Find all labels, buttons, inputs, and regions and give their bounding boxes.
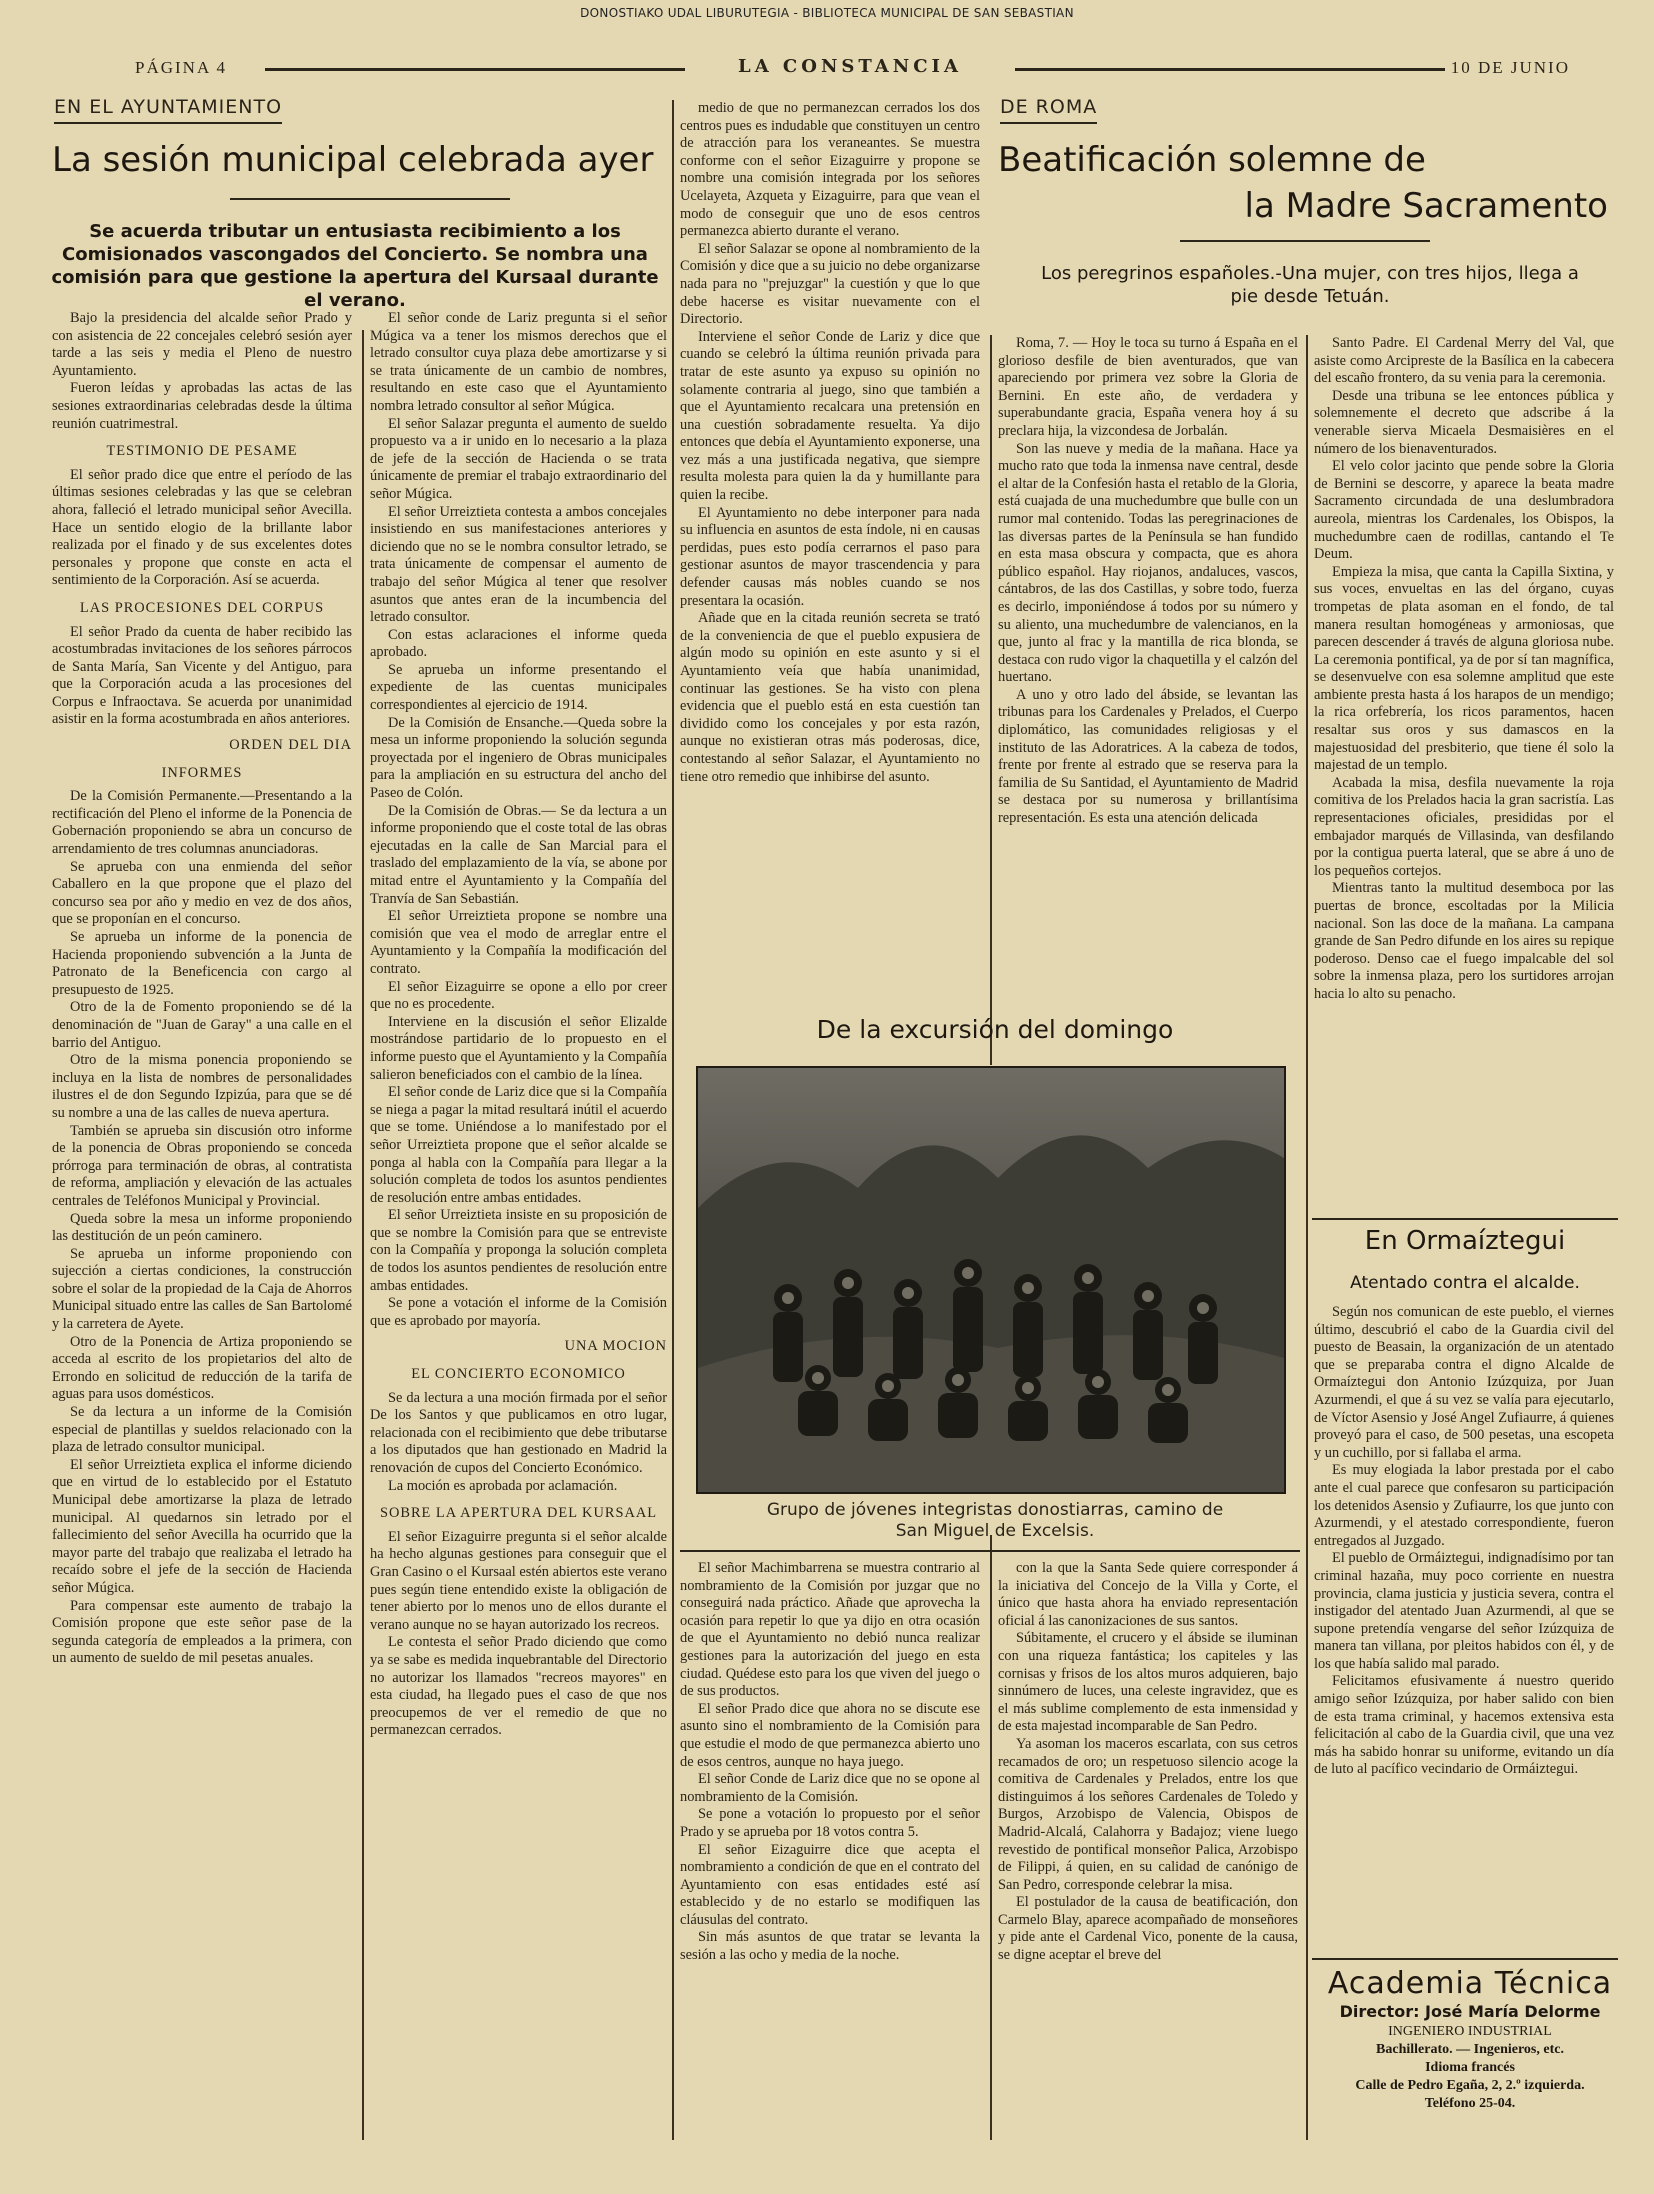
caption-rule (680, 1550, 1300, 1552)
paragraph: Se pone a votación lo propuesto por el señor Prado y se aprueba por 18 votos contra 5. (680, 1806, 980, 1840)
header-rule-right (1015, 68, 1445, 71)
ad-line-3: Calle de Pedro Egaña, 2, 2.º izquierda. (1355, 2078, 1585, 2093)
ormaiztegui-article (1314, 1304, 1614, 1952)
paragraph: Según nos comunican de este pueblo, el viernes último, descubrió el cabo de la Guardia civil del puesto de Beasain, la organización de un atentado que se preparaba contra el digno Alcalde de Ormaíztegui don Antonio Izúzquiza, por Juan Azurmendi, el que á su vez se valía para ejecutarlo, de Víctor Asensio y José Angel Zufiaurre, á quienes proveyó para el caso, de 500 pesetas, una escopeta y un cuchillo, por si fallaba el arma. (1314, 1304, 1614, 1461)
archive-label: DONOSTIAKO UDAL LIBURUTEGIA - BIBLIOTECA MUNICIPAL DE SAN SEBASTIAN (580, 6, 1074, 20)
paragraph: Acabada la misa, desfila nuevamente la roja comitiva de los Prelados hacia la gran sacristía. Las representaciones oficiales, presididas por el embajador marqués de Villasinda, van desfilando por la contigua puerta lateral, que se abre á uno de los pequeños cortejos. (1314, 774, 1614, 879)
section-underline (1000, 122, 1097, 124)
ad-line-1: Bachillerato. — Ingenieros, etc. (1376, 2042, 1564, 2057)
paragraph: Se pone a votación el informe de la Comisión que es aprobado por mayoría. (370, 1295, 667, 1329)
paragraph: Le contesta el señor Prado diciendo que como ya se sabe es medida inquebrantable del Directorio no autorizar los llamados "recreos mayores" en esta ciudad, ha llegado pues el caso de que nos preocupemos de ver el remedio de que no permanezcan cerrados. (370, 1634, 667, 1739)
paragraph: El señor Eizaguirre pregunta si el señor alcalde ha hecho algunas gestiones para conseguir que el Gran Casino o el Kursaal estén abiertos este verano pues según tiene entendido existe la obligación de tener abierto por lo menos uno de ellos durante el verano aunque no se hayan autorizado los recreos. (370, 1528, 667, 1633)
subheading: ORDEN DEL DIA (229, 737, 352, 754)
group-photo-image (698, 1068, 1284, 1492)
section-underline (54, 122, 282, 124)
column-rule (990, 1535, 992, 2140)
subheading: INFORMES (161, 764, 243, 781)
article-column-3 (680, 100, 980, 990)
paragraph: El señor prado dice que entre el período de las últimas sesiones celebradas y las que se celebran ahora, falleció el letrado municipal señor Avecilla. Hace un sentido elogio de la brillante labor realizada por el finado y de sus excelentes dotes personales y propone que conste en acta el sentimiento de la Corporación. Así se acuerda. (52, 466, 352, 589)
subheading: UNA MOCION (564, 1338, 667, 1355)
article-column-2 (370, 310, 667, 2140)
paragraph: El señor Urreiztieta explica el informe diciendo que en virtud de lo establecido por el Estatuto Municipal debe amortizarse la plaza de letrado municipal. Al quedarnos sin letrado por el fallecimiento del señor Avecilla ha ocurrido que la mayor parte del trabajo que realizaba el letrado ha recaído sobre el jefe de la sección de Hacienda señor Múgica. (52, 1456, 352, 1596)
paragraph: El postulador de la causa de beatificación, don Carmelo Blay, aparece acompañado de monseñores y pide ante el Cardenal Vico, ponente de la causa, se digne aceptar el breve del (998, 1894, 1298, 1964)
paragraph: Se da lectura a una moción firmada por el señor De los Santos y que publicamos en otro lugar, relacionada con el recibimiento que debe tributarse a los diputados que han gestionado en Madrid la renovación de cupos del Concierto Económico. (370, 1389, 667, 1476)
paragraph: Es muy elogiada la labor prestada por el cabo ante el cual parece que confesaron su participación los detenidos Asensio y Zufiaurre, los que junto con Azurmendi, y el atestado correspondiente, fueron entregados al Juzgado. (1314, 1462, 1614, 1549)
paragraph: Roma, 7. — Hoy le toca su turno á España en el glorioso desfile de bien aventurados, que van apareciendo por primera vez sobre la Gloria de Bernini. En este año, de verdadera y superabundante gracia, España venera hoy á su preclara hija, la vizcondesa de Jorbalán. (998, 335, 1298, 439)
paragraph: El velo color jacinto que pende sobre la Gloria de Bernini se descorre, y aparece la beata madre Sacramento circundada de una deslumbradora aureola, mientras los Cardenales, los Obispos, la muchedumbre caen de rodillas, cantando el Te Deum. (1314, 458, 1614, 563)
headline-sesion: La sesión municipal celebrada ayer (52, 140, 654, 180)
paragraph: Súbitamente, el crucero y el ábside se iluminan con una riqueza fantástica; los capiteles y las cornisas y frisos de los altos muros adquieren, bajo sinnúmero de luces, una celeste ingravidez, que es el más sublime complemento de esta inmensidad y de esta majestad incomparable de San Pedro. (998, 1630, 1298, 1735)
paragraph: El señor Salazar se opone al nombramiento de la Comisión y dice que a su juicio no debe organizarse nada para no "prejuzgar" la cuestión y que lo que debe hacerse es visitar nuevamente con el Directorio. (680, 240, 980, 328)
masthead: LA CONSTANCIA (738, 56, 962, 77)
paragraph: Santo Padre. El Cardenal Merry del Val, que asiste como Arcipreste de la Basílica en la cabecera del escaño frontero, da su venia para la ceremonia. (1314, 335, 1614, 387)
paragraph: El señor Eizaguirre dice que acepta el nombramiento a condición de que en el contrato del Ayuntamiento con esas entidades esté así establecido y de no estarlo se modifiquen las cláusulas del contrato. (680, 1841, 980, 1928)
paragraph: Se aprueba un informe de la ponencia de Hacienda proponiendo subvención a la Junta de Patronato de la Beneficencia con cargo al presupuesto de 1925. (52, 929, 352, 998)
ad-line-2: Idioma francés (1425, 2060, 1515, 2075)
paragraph: Se aprueba un informe proponiendo con sujección a ciertas condiciones, la construcción sobre el solar de la propiedad de la Caja de Ahorros Municipal situado entre las calles de San Bartolomé y la carretera de Ayete. (52, 1245, 352, 1333)
paragraph: Se aprueba con una enmienda del señor Caballero en la que propone que el plazo del concurso sea por año y medio en vez de dos años, que se proponían en el concurso. (52, 858, 352, 928)
paragraph: El señor Urreiztieta propone se nombre una comisión que vea el modo de arreglar entre el Ayuntamiento y la Compañía la modificación del contrato. (370, 908, 667, 977)
group-photo (696, 1066, 1286, 1494)
paragraph: El señor Eizaguirre se opone a ello por creer que no es procedente. (370, 978, 667, 1013)
section-label-roma (1000, 96, 1097, 118)
ormaiztegui-subhead: Atentado contra el alcalde. (1350, 1273, 1580, 1293)
ad-line-4: Teléfono 25-04. (1424, 2096, 1516, 2111)
paragraph: medio de que no permanezcan cerrados los dos centros pues es indudable que constituyen un centro de atracción para los veraneantes. Se muestra conforme con el señor Eizaguirre y propone se nombre una comisión integrada por los señores Ucelayeta, Azqueta y Eizaguirre, para que vean el modo de conseguir que uno de esos centros permanezca abierto durante el verano. (680, 100, 980, 240)
ad-title: Academia Técnica (1327, 1966, 1613, 2001)
subheading: TESTIMONIO DE PESAME (106, 443, 298, 460)
paragraph: con la que la Santa Sede quiere corresponder á la iniciativa del Concejo de la Villa y Corte, el único que hasta ahora ha enviado representación oficial á las canonizaciones de sus santos. (998, 1560, 1298, 1629)
paragraph: Ya asoman los maceros escarlata, con sus cetros recamados de oro; un respetuoso silencio acoge la comitiva de Cardenales y Prelados, entre los que distinguimos á los señores Cardenales de Toledo y Burgos, Arzobispo de Valencia, Obispos de Madrid-Alcalá, Calahorra y Badajoz; viene luego revestido de pontifical monseñor Palica, Arzobispo de Filippi, á quien, en su calidad de canónigo de San Pedro, corresponde celebrar la misa. (998, 1735, 1298, 1893)
ad-director: Director: José María Delorme (1339, 2002, 1601, 2021)
photo-headline: De la excursión del domingo (816, 1015, 1174, 1044)
page-header (135, 58, 1570, 78)
paragraph: Mientras tanto la multitud desemboca por las puertas de bronce, escoltadas por la Milicia nacional. Son las doce de la mañana. La campana grande de San Pedro difunde en los aires su repique poderoso. Denso cae el fuego impalcable del sol sobre la inmensa plaza, pero los surtidores arrojan hacia lo alto su penacho. (1314, 880, 1614, 1002)
column-rule (362, 330, 364, 2140)
roma-column-1b (998, 1560, 1298, 2140)
paragraph: Sin más asuntos de que tratar se levanta la sesión a las ocho y media de la noche. (680, 1929, 980, 1964)
paragraph: Son las nueve y media de la mañana. Hace ya mucho rato que toda la inmensa nave central, desde el altar de la Confesión hasta el retablo de la Gloria, está cuajada de una muchedumbre que bulle con un rumor mal contenido. Todas las peregrinaciones de las diversas partes de la Península se han fundido en esta masa obscura y compacta, que es ahora público español. Hay riojanos, andaluces, vascos, cántabros, de las dos Castillas, y sobre todo, fuerza es decirlo, imponiéndose á todos por su número y su aliento, una muchedumbre de valencianos, en la que, junto al frac y la mantilla de rica blonda, se destaca con rudo vigor la chaquetilla y el calzón del huertano. (998, 440, 1298, 686)
ad-top-rule (1312, 1958, 1618, 1960)
column-rule (1306, 335, 1308, 2140)
paragraph: Interviene el señor Conde de Lariz y dice que cuando se celebró la última reunión privada para tratar de este asunto ya expuso su opinión no solamente contraria al juego, sino que también a que el Ayuntamiento recalcara una pretensión en una cuestión sobradamente resuelta. Ya dijo entonces que debía el Ayuntamiento exponerse, una vez más a una justificada negativa, que siempre resulta molesta para quien la da y humillante para quien la recibe. (680, 328, 980, 504)
paragraph: Felicitamos efusivamente á nuestro querido amigo señor Izúzquiza, por haber salido con bien de esta trama criminal, y hacemos extensiva esta felicitación al cabo de la Guardia civil, que una vez más ha sabido honrar su uniforme, evitando un día de luto al pacífico vecindario de Ormáiztegui. (1314, 1673, 1614, 1778)
subheading: LAS PROCESIONES DEL CORPUS (79, 599, 325, 616)
column-rule (990, 335, 992, 1065)
paragraph: Desde una tribuna se lee entonces pública y solemnemente el decreto que adscribe á la venerable sierva Micaela Desmaisières en el número de los bienaventurados. (1314, 387, 1614, 457)
paragraph: De la Comisión Permanente.—Presentando a la rectificación del Pleno el informe de la Ponencia de Gobernación proponiendo se abra un concurso de arrendamiento de tres columnas anunciadoras. (52, 788, 352, 858)
ormaiztegui-headline: En Ormaíztegui (1364, 1226, 1566, 1256)
section-label-text: EN EL AYUNTAMIENTO (54, 96, 283, 118)
paragraph: Empieza la misa, que canta la Capilla Sixtina, y sus voces, envueltas en las del órgano, cuyas trompetas de plata asoman en el fondo, de tal manera resultan homogéneas y armoniosas, que parecen descender á través de alguna gloriosa nube. La ceremonia pontifical, ya de por sí tan magnífica, se desenvuelve con esa solemne amplitud que este ambiente presta hasta á los harapos de un mendigo; la rica orfebrería, los ricos paramentos, hacen resaltar sus oros y sus damascos en la majestuosidad del presbiterio, que tiene él solo la majestad de un templo. (1314, 563, 1614, 774)
headline-ornament (230, 198, 510, 200)
paragraph: Otro de la de Fomento proponiendo se dé la denominación de "Juan de Garay" a una calle en el barrio del Antiguo. (52, 999, 352, 1051)
paragraph: Se da lectura a un informe de la Comisión especial de plantillas y sueldos relacionado con la plaza de letrado consultor municipal. (52, 1404, 352, 1456)
paragraph: De la Comisión de Obras.— Se da lectura a un informe proponiendo que el coste total de las obras ejecutadas en la calle de San Marcial para el traslado del emplazamiento de la vía, se abone por mitad entre el Ayuntamiento y la Compañía del Tranvía de San Sebastián. (370, 802, 667, 907)
page-number: PÁGINA 4 (135, 58, 228, 77)
headline-beatificacion-2: la Madre Sacramento (1244, 186, 1608, 226)
headline-ornament (1180, 240, 1430, 242)
column-rule (672, 100, 674, 2140)
paragraph: A uno y otro lado del ábside, se levantan las tribunas para los Cardenales y Prelados, el Cuerpo diplomático, las comunidades religiosas y el instituto de las Adoratrices. A la cabeza de todos, frente por frente al estrado que se reserva para la familia de Su Santidad, el Ayuntamiento de Madrid se destaca por su numerosa y brillantísima representación. Es esta una atención delicada (998, 686, 1298, 827)
paragraph: De la Comisión de Ensanche.—Queda sobre la mesa un informe proponiendo la solución segunda proyectada por el ingeniero de Obras municipales para la ampliación en su estructura del ancho del Paseo de Colón. (370, 714, 667, 802)
paragraph: Fueron leídas y aprobadas las actas de las sesiones extraordinarias celebradas desde la última reunión cuatrimestral. (52, 380, 352, 432)
paragraph: La moción es aprobada por aclamación. (388, 1477, 618, 1494)
subheading: EL CONCIERTO ECONOMICO (411, 1366, 626, 1383)
paragraph: Con estas aclaraciones el informe queda aprobado. (370, 626, 667, 661)
paragraph: Otro de la Ponencia de Artiza proponiendo se acceda al escrito de los propietarios del alto de Errondo en solicitud de reducción de la tarifa de aguas para usos domésticos. (52, 1333, 352, 1403)
paragraph: El señor conde de Lariz pregunta si el señor Múgica va a tener los mismos derechos que el letrado consultor cuya plaza debe amortizarse y si se trata únicamente de un cambio de nombres, resultando en este caso que el Ayuntamiento nombra letrado consultor al señor Múgica. (370, 310, 667, 414)
photo-caption (690, 1500, 1300, 1542)
deck-beatificacion: Los peregrinos españoles.-Una mujer, con tres hijos, llega a pie desde Tetuán. (1041, 263, 1579, 307)
subheading: SOBRE LA APERTURA DEL KURSAAL (379, 1505, 658, 1522)
ad-role: INGENIERO INDUSTRIAL (1388, 2024, 1552, 2039)
roma-column-1 (998, 335, 1298, 1055)
academia-tecnica-ad (1320, 1967, 1620, 2113)
paragraph: El señor Urreiztieta contesta a ambos concejales insistiendo en sus manifestaciones anteriores y diciendo que no se le nombra consultor letrado, se trata únicamente de compensar el aumento de trabajo del señor Múgica al tener que resolver asuntos que antes eran de la incumbencia del letrado consultor. (370, 503, 667, 626)
roma-column-2 (1314, 335, 1614, 1215)
deck-sesion: Se acuerda tributar un entusiasta recibimiento a los Comisionados vascongados del Concierto. Se nombra una comisión para que gestione la apertura del Kursaal durante el verano. (51, 221, 659, 311)
paragraph: El señor Prado da cuenta de haber recibido las acostumbradas invitaciones de los señores párrocos de Santa María, San Vicente y del Antiguo, para que la Corporación acuda a las procesiones del Corpus e Infraoctava. Se acuerda por unanimidad asistir en la forma acostumbrada en años anteriores. (52, 623, 352, 728)
paragraph: Queda sobre la mesa un informe proponiendo las destitución de un peón caminero. (52, 1210, 352, 1245)
photo-caption-line-2: San Miguel de Excelsis. (895, 1521, 1095, 1541)
paragraph: Para compensar este aumento de trabajo la Comisión propone que este señor pase de la segunda categoría de empleados a la primera, con un aumento de sueldo de mil pesetas anuales. (52, 1597, 352, 1667)
ormaiztegui-top-rule (1312, 1218, 1618, 1220)
article-column-3b (680, 1560, 980, 2140)
issue-date: 10 DE JUNIO (1450, 58, 1570, 77)
paragraph: Bajo la presidencia del alcalde señor Prado y con asistencia de 22 concejales celebró sesión ayer tarde a las seis y media el Pleno de nuestro Ayuntamiento. (52, 310, 352, 379)
paragraph: El señor Conde de Lariz dice que no se opone al nombramiento de la Comisión. (680, 1771, 980, 1805)
paragraph: El señor Salazar pregunta el aumento de sueldo propuesto va a ir unido en lo necesario a la plaza de jefe de la sección de Hacienda o se trata únicamente de premiar el trabajo extraordinario del señor Múgica. (370, 415, 667, 502)
photo-caption-line-1: Grupo de jóvenes integristas donostiarras, camino de (766, 1500, 1224, 1520)
paragraph: Interviene en la discusión el señor Elizalde mostrándose partidario de lo propuesto en el informe puesto que el Ayuntamiento y la Compañía salieron beneficiados con el cambio de la línea. (370, 1013, 667, 1083)
paragraph: El señor Urreiztieta insiste en su proposición de que se nombre la Comisión para que se entreviste con la Compañía y proponga la solución completa de todos los asuntos pendientes de resolución entre ambas entidades. (370, 1207, 667, 1294)
paragraph: También se aprueba sin discusión otro informe de la ponencia de Obras proponiendo se conceda prórroga para terminación de obras, al contratista de reforma, ampliación y elevación de las actuales centrales de Teléfonos Municipal y Provincial. (52, 1122, 352, 1209)
paragraph: El señor conde de Lariz dice que si la Compañía se niega a pagar la mitad resultará inútil el acuerdo que se tome. Uniéndose a lo manifestado por el señor Urreiztieta propone que el señor alcalde se ponga al habla con la Compañía para llegar a la solución completa de todos los asuntos pendientes de resolución entre ambas entidades. (370, 1084, 667, 1206)
paragraph: El pueblo de Ormáiztegui, indignadísimo por tan criminal hazaña, muy poco corriente en nuestra provincia, clama justicia y justicia severa, contra el instigador del atentado Juan Azurmendi, al que se supone pretendía vengarse del señor Izúzquiza de manera tan villana, por pleitos habidos con él, y de los que había salido mal parado. (1314, 1550, 1614, 1672)
paragraph: El señor Prado dice que ahora no se discute ese asunto sino el nombramiento de la Comisión para que estudie el modo de que permanezca abierto uno de esos centros, aunque no haya juego. (680, 1700, 980, 1770)
paragraph: El señor Machimbarrena se muestra contrario al nombramiento de la Comisión por juzgar que no conseguirá nada práctico. Añade que aprovecha la ocasión para repetir lo que ya dijo en otra ocasión de que el Ayuntamiento no debió nunca realizar gestiones para la autorización del juego en esta ciudad. Quédese esto para los que viven del juego o de sus productos. (680, 1560, 980, 1700)
section-label-text: DE ROMA (1000, 96, 1098, 118)
paragraph: Otro de la misma ponencia proponiendo se incluya en la lista de nombres de personalidades ilustres el de don Segundo Izpizúa, para que se dé su nombre a una de las calles de nueva apertura. (52, 1052, 352, 1121)
headline-beatificacion-1: Beatificación solemne de (998, 140, 1426, 180)
header-rule-left (265, 68, 685, 71)
section-label-ayuntamiento (54, 96, 282, 118)
paragraph: Añade que en la citada reunión secreta se trató de la conveniencia de que el pueblo expusiera de algún modo su opinión en este asunto y si el Ayuntamiento veía que había unanimidad, continuar las gestiones. Se ha visto con plena evidencia que el pueblo está en esta cuestión tan dividido como los concejales y por esta razón, aunque no existieran otras más poderosas, dice, contestando al señor Salazar, el Ayuntamiento no tiene otro remedio que inhibirse del asunto. (680, 610, 980, 785)
paragraph: Se aprueba un informe presentando el expediente de las cuentas municipales correspondientes al ejercicio de 1914. (370, 661, 667, 714)
paragraph: El Ayuntamiento no debe interponer para nada su influencia en asuntos de esta índole, ni en causas perdidas, pues esto podía cerrarnos el paso para gestionar asuntos de mayor trascendencia y para defender causas más nobles cuando se nos presentara la ocasión. (680, 504, 980, 609)
article-column-1 (52, 310, 352, 2140)
